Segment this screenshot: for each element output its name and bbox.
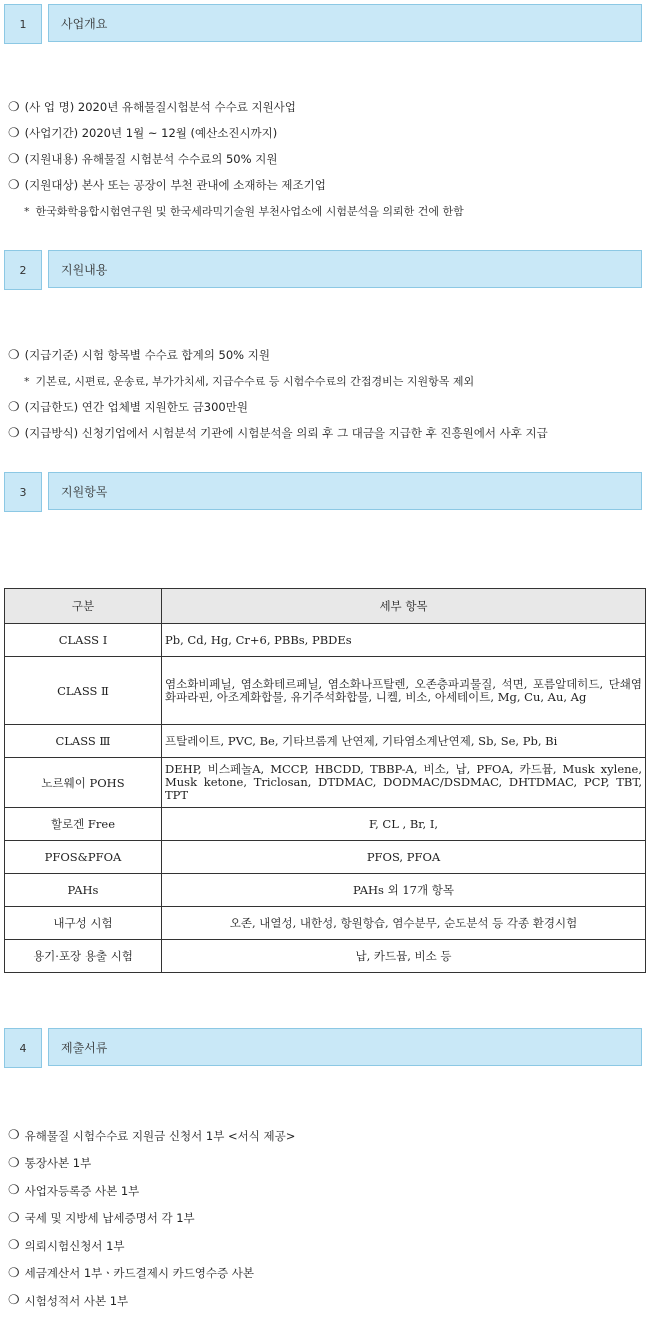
detail-cell: 오존, 내열성, 내한성, 항원항습, 염수분무, 순도분석 등 각종 환경시험 xyxy=(162,907,646,940)
list-item: ❍ 사업자등록증 사본 1부 xyxy=(8,1183,140,1199)
list-item: ❍ (지급방식) 신청기업에서 시험분석 기관에 시험분석을 의뢰 후 그 대금을 지급한 후 진흥원에서 사후 지급 xyxy=(8,425,548,441)
detail-cell: PAHs 외 17개 항목 xyxy=(162,874,646,907)
category-cell: 용기·포장 용출 시험 xyxy=(5,940,162,973)
detail-cell: Pb, Cd, Hg, Cr+6, PBBs, PBDEs xyxy=(162,624,646,657)
section-header-4 xyxy=(4,1028,644,1068)
list-item: ❍ (지급한도) 연간 업체별 지원한도 금300만원 xyxy=(8,399,248,415)
circle-bullet-icon: ❍ xyxy=(8,99,20,115)
table-row xyxy=(5,874,646,907)
section-number: 2 xyxy=(4,250,42,290)
circle-bullet-icon: ❍ xyxy=(8,1293,20,1309)
circle-bullet-icon: ❍ xyxy=(8,399,20,415)
category-cell: CLASS Ⅲ xyxy=(5,725,162,758)
table-row xyxy=(5,758,646,808)
table-row xyxy=(5,940,646,973)
circle-bullet-icon: ❍ xyxy=(8,425,20,441)
support-items-table xyxy=(4,588,646,973)
detail-cell: 납, 카드뮴, 비소 등 xyxy=(162,940,646,973)
circle-bullet-icon: ❍ xyxy=(8,1210,20,1226)
list-item: ❍ 세금계산서 1부ㆍ카드결제시 카드영수증 사본 xyxy=(8,1265,255,1281)
section-title: 지원내용 xyxy=(48,250,642,288)
list-item: ❍ (사업기간) 2020년 1월 ~ 12월 (예산소진시까지) xyxy=(8,125,278,141)
detail-cell: DEHP, 비스페놀A, MCCP, HBCDD, TBBP-A, 비소, 납, PFOA, 카드뮴, Musk xylene, Musk ketone, Triclosan, DTDMAC, DODMAC/DSDMAC, DHTDMAC, PCP, TBT, TPT xyxy=(162,758,646,808)
circle-bullet-icon: ❍ xyxy=(8,1265,20,1281)
circle-bullet-icon: ❍ xyxy=(8,125,20,141)
asterisk-icon: * xyxy=(24,204,30,218)
note-item: * 기본료, 시편료, 운송료, 부가가치세, 지급수수료 등 시험수수료의 간접경비는 지원항목 제외 xyxy=(24,374,475,388)
category-cell: 노르웨이 POHS xyxy=(5,758,162,808)
detail-cell: 프탈레이트, PVC, Be, 기타브롬계 난연제, 기타염소계난연제, Sb, Se, Pb, Bi xyxy=(162,725,646,758)
category-cell: CLASS Ⅱ xyxy=(5,657,162,725)
list-item: ❍ 의뢰시험신청서 1부 xyxy=(8,1238,125,1254)
asterisk-icon: * xyxy=(24,374,30,388)
section-title: 사업개요 xyxy=(48,4,642,42)
circle-bullet-icon: ❍ xyxy=(8,1183,20,1199)
list-item: ❍ (지원대상) 본사 또는 공장이 부천 관내에 소재하는 제조기업 xyxy=(8,177,326,193)
overview-list xyxy=(8,94,644,224)
documents-list xyxy=(8,1122,644,1315)
section-header-1 xyxy=(4,4,644,44)
table-row xyxy=(5,657,646,725)
table-row xyxy=(5,907,646,940)
table-row xyxy=(5,841,646,874)
detail-cell: PFOS, PFOA xyxy=(162,841,646,874)
circle-bullet-icon: ❍ xyxy=(8,177,20,193)
list-item: ❍ 국세 및 지방세 납세증명서 각 1부 xyxy=(8,1210,195,1226)
detail-cell: 염소화비페닐, 염소화테르페닐, 염소화나프탈렌, 오존층파괴물질, 석면, 포름알데히드, 단쇄염화파라핀, 아조계화합물, 유기주석화합물, 니켈, 비소, 아세테이트, Mg, Cu, Au, Ag xyxy=(162,657,646,725)
detail-cell: F, CL , Br, I, xyxy=(162,808,646,841)
section-number: 1 xyxy=(4,4,42,44)
circle-bullet-icon: ❍ xyxy=(8,151,20,167)
circle-bullet-icon: ❍ xyxy=(8,1238,20,1254)
list-item: ❍ 시험성적서 사본 1부 xyxy=(8,1293,129,1309)
table-header-row xyxy=(5,589,646,624)
circle-bullet-icon: ❍ xyxy=(8,1155,20,1171)
table-row xyxy=(5,624,646,657)
category-cell: 내구성 시험 xyxy=(5,907,162,940)
category-cell: 할로겐 Free xyxy=(5,808,162,841)
note-item: * 한국화학융합시험연구원 및 한국세라믹기술원 부천사업소에 시험분석을 의뢰한 건에 한함 xyxy=(24,204,464,218)
section-title: 제출서류 xyxy=(48,1028,642,1066)
list-item: ❍ (지원내용) 유해물질 시험분석 수수료의 50% 지원 xyxy=(8,151,278,167)
section-title: 지원항목 xyxy=(48,472,642,510)
category-cell: PAHs xyxy=(5,874,162,907)
list-item: ❍ (지급기준) 시험 항목별 수수료 합계의 50% 지원 xyxy=(8,347,270,363)
circle-bullet-icon: ❍ xyxy=(8,347,20,363)
section-number: 4 xyxy=(4,1028,42,1068)
section-header-3 xyxy=(4,472,644,512)
category-cell: CLASS Ⅰ xyxy=(5,624,162,657)
table-row xyxy=(5,725,646,758)
column-header-detail: 세부 항목 xyxy=(162,589,646,624)
list-item: ❍ 유해물질 시험수수료 지원금 신청서 1부 <서식 제공> xyxy=(8,1128,296,1144)
column-header-category: 구분 xyxy=(5,589,162,624)
section-number: 3 xyxy=(4,472,42,512)
circle-bullet-icon: ❍ xyxy=(8,1128,20,1144)
section-header-2 xyxy=(4,250,644,290)
list-item: ❍ 통장사본 1부 xyxy=(8,1155,92,1171)
support-list xyxy=(8,342,644,446)
list-item: ❍ (사 업 명) 2020년 유해물질시험분석 수수료 지원사업 xyxy=(8,99,296,115)
category-cell: PFOS&PFOA xyxy=(5,841,162,874)
table-row xyxy=(5,808,646,841)
